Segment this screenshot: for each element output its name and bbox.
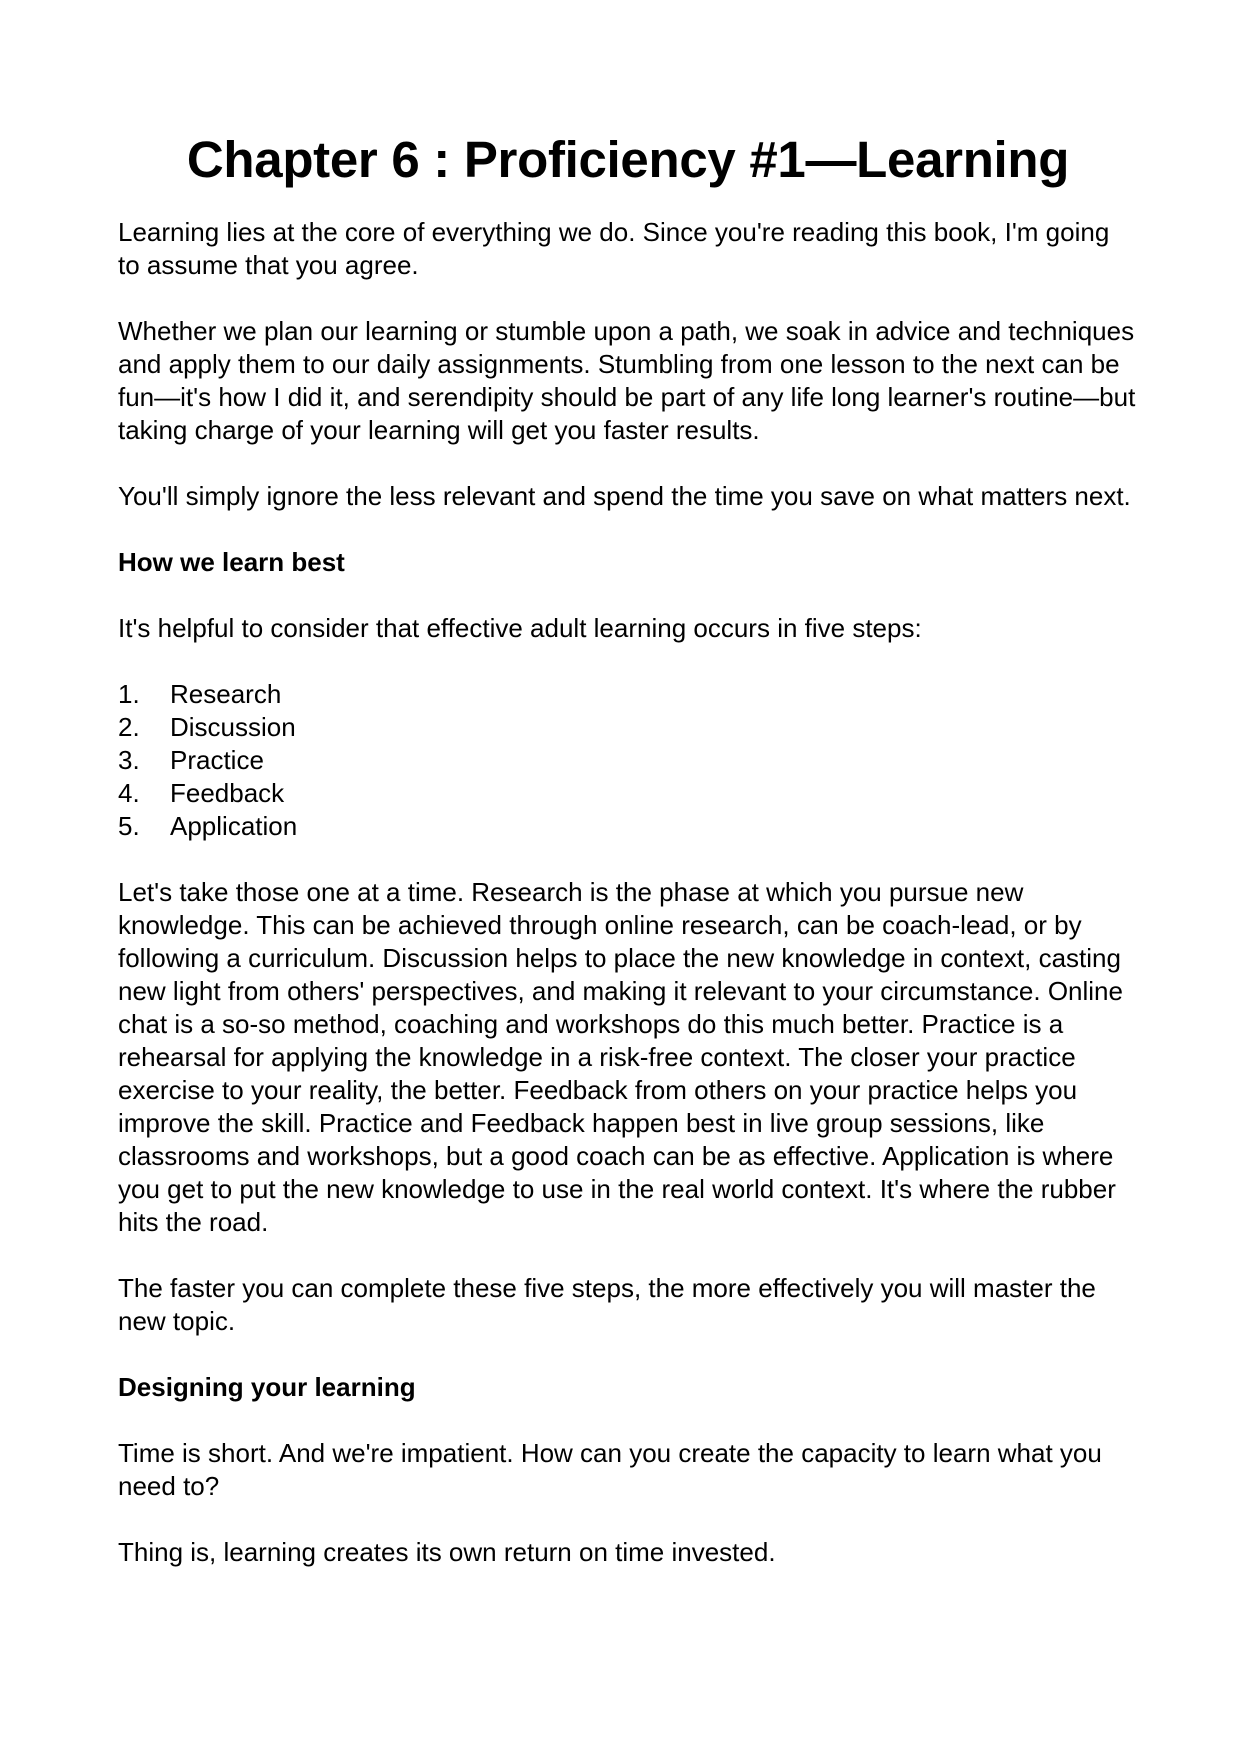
intro-paragraph-1: Learning lies at the core of everything we do. Since you're reading this book, I'm going to assume that you agree. [118,217,1110,280]
learning-steps-list [118,678,1138,843]
list-item [118,711,1138,744]
list-item [118,744,1138,777]
intro-paragraph-3: You'll simply ignore the less relevant and spend the time you save on what matters next. [118,481,1131,511]
list-item-label: Application [170,811,298,841]
page-content [118,120,1138,1569]
list-item [118,810,1138,843]
list-item-label: Practice [170,745,264,775]
list-item-label: Discussion [170,712,296,742]
list-item-number: 1. [118,679,140,709]
list-item-number: 5. [118,811,140,841]
steps-explanation-paragraph: Let's take those one at a time. Research is the phase at which you pursue new knowledge. This can be achieved through online research, can be coach-lead, or by following a curriculum. Discussion helps to place the new knowledge in context, casting new light from others' perspectives, and making it relevant to your circumstance. Online chat is a so-so method, coaching and workshops do this much better. Practice is a rehearsal for applying the knowledge in a risk-free context. The closer your practice exercise to your reality, the better. Feedback from others on your practice helps you improve the skill. Practice and Feedback happen best in live group sessions, like classrooms and workshops, but a good coach can be as effective. Application is where you get to put the new knowledge to use in the real world context. It's where the rubber hits the road. [118,877,1123,1237]
list-item-number: 3. [118,745,140,775]
designing-paragraph-1: Time is short. And we're impatient. How can you create the capacity to learn what you need to? [118,1438,1102,1501]
list-item-label: Feedback [170,778,285,808]
steps-closing-paragraph: The faster you can complete these five steps, the more effectively you will master the new topic. [118,1273,1096,1336]
section-heading-how-we-learn-best: How we learn best [118,547,345,577]
list-item-number: 2. [118,712,140,742]
designing-paragraph-2: Thing is, learning creates its own return on time invested. [118,1537,776,1567]
intro-paragraph-2: Whether we plan our learning or stumble upon a path, we soak in advice and techniques and apply them to our daily assignments. Stumbling from one lesson to the next can be fun—it's how I did it, and serendipity should be part of any life long learner's routine—but taking charge of your learning will get you faster results. [118,316,1136,445]
steps-lead-paragraph: It's helpful to consider that effective adult learning occurs in five steps: [118,613,922,643]
list-item-number: 4. [118,778,140,808]
section-heading-designing-your-learning: Designing your learning [118,1372,416,1402]
list-item [118,678,1138,711]
chapter-title: Chapter 6 : Proficiency #1—Learning [186,131,1070,188]
list-item [118,777,1138,810]
list-item-label: Research [170,679,282,709]
